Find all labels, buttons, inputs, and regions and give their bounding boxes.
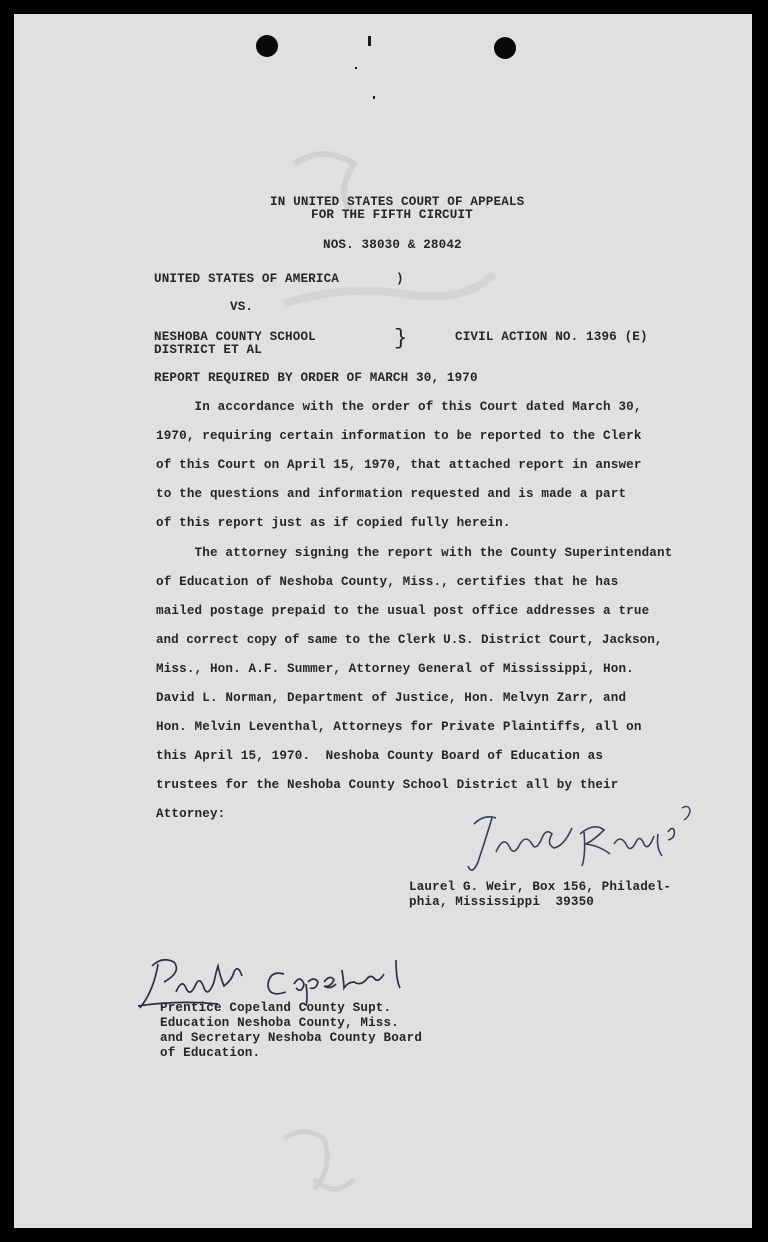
punch-hole-left [256,35,278,57]
paragraph1-line: of this Court on April 15, 1970, that attached report in answer [156,458,642,472]
plaintiff-bracket: ) [396,272,404,286]
superintendent-title-line: of Education. [160,1046,261,1060]
ink-dot [373,96,375,99]
paragraph1-line: 1970, requiring certain information to be reported to the Clerk [156,429,642,443]
paragraph1-line: of this report just as if copied fully herein. [156,516,511,530]
paragraph2-line: mailed postage prepaid to the usual post office addresses a true [156,604,650,618]
attorney-signature [444,794,704,884]
superintendent-title-line: Prentice Copeland County Supt. [160,1001,392,1015]
court-name-line1: IN UNITED STATES COURT OF APPEALS [270,195,525,209]
punch-hole-right [494,37,516,59]
defendant-line1: NESHOBA COUNTY SCHOOL [154,330,316,344]
paragraph2-line: of Education of Neshoba County, Miss., certifies that he has [156,575,619,589]
bleed-through-ghost [254,134,514,334]
report-heading: REPORT REQUIRED BY ORDER OF MARCH 30, 1970 [154,371,478,385]
versus: VS. [230,300,254,314]
paragraph2-line: Hon. Melvin Leventhal, Attorneys for Private Plaintiffs, all on [156,720,642,734]
paragraph1-line: to the questions and information requested and is made a part [156,487,627,501]
paragraph2-line: this April 15, 1970. Neshoba County Board of Education as [156,749,604,763]
paragraph2-line: David L. Norman, Department of Justice, Hon. Melvyn Zarr, and [156,691,627,705]
ink-dot [355,67,357,69]
attorney-address-line2: phia, Mississippi 39350 [409,895,594,909]
superintendent-title-line: Education Neshoba County, Miss. [160,1016,399,1030]
paragraph2-line: The attorney signing the report with the County Superintendant [156,546,673,560]
case-numbers: NOS. 38030 & 28042 [323,238,462,252]
paragraph2-line: Miss., Hon. A.F. Summer, Attorney General of Mississippi, Hon. [156,662,634,676]
paragraph2-line: trustees for the Neshoba County School District all by their [156,778,619,792]
civil-action-number: CIVIL ACTION NO. 1396 (E) [455,330,648,344]
plaintiff-name: UNITED STATES OF AMERICA [154,272,339,286]
paragraph2-line: Attorney: [156,807,226,821]
document-page [14,14,752,1228]
bleed-through-ghost [264,1119,384,1228]
defendant-bracket: } [394,326,408,351]
court-name-line2: FOR THE FIFTH CIRCUIT [311,208,473,222]
paragraph1-line: In accordance with the order of this Court dated March 30, [156,400,642,414]
paragraph2-line: and correct copy of same to the Clerk U.S. District Court, Jackson, [156,633,663,647]
defendant-line2: DISTRICT ET AL [154,343,262,357]
superintendent-title-line: and Secretary Neshoba County Board [160,1031,423,1045]
attorney-address-line1: Laurel G. Weir, Box 156, Philadel- [409,880,672,894]
staple-mark [368,36,371,46]
